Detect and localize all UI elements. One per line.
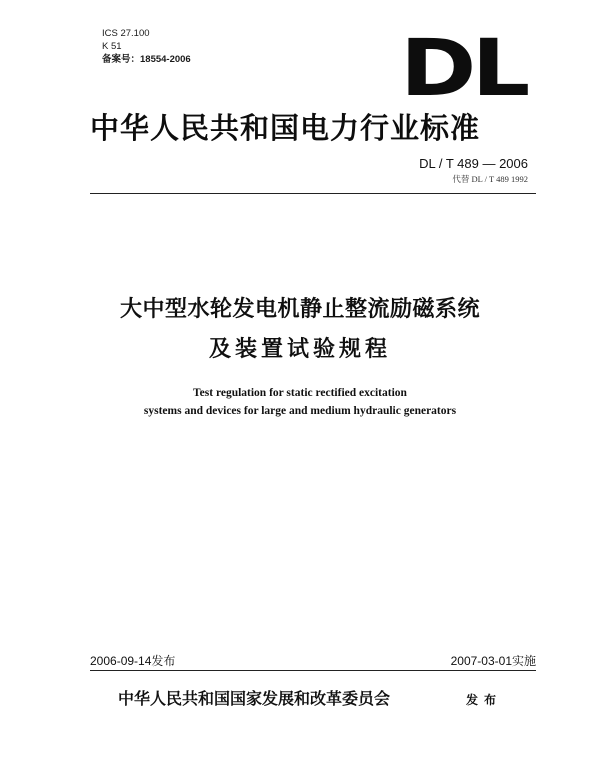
publisher-name: 中华人民共和国国家发展和改革委员会 bbox=[118, 689, 391, 708]
document-title-en-line2: systems and devices for large and medium hydraulic generators bbox=[143, 405, 457, 417]
publish-label: 发布 bbox=[466, 693, 503, 707]
issue-date: 2006-09-14发布 bbox=[90, 654, 176, 668]
document-title-cn-line2: 及装置试验规程 bbox=[208, 337, 391, 362]
dl-logo: DL bbox=[400, 24, 526, 114]
document-title-en-line1: Test regulation for static rectified excitation bbox=[193, 387, 407, 399]
filing-number: 备案号：18554-2006 bbox=[102, 54, 191, 65]
header-divider bbox=[90, 193, 536, 194]
standard-category-title: 中华人民共和国电力行业标准 bbox=[90, 111, 481, 145]
implementation-date: 2007-03-01实施 bbox=[450, 654, 536, 668]
standard-number: DL / T 489 — 2006 bbox=[419, 156, 528, 171]
footer-divider bbox=[90, 670, 536, 671]
ics-code: ICS 27.100 bbox=[102, 28, 150, 39]
classification-code: K 51 bbox=[102, 41, 122, 52]
document-title-cn-line1: 大中型水轮发电机静止整流励磁系统 bbox=[119, 297, 480, 322]
replaces-standard: 代替 DL / T 489 1992 bbox=[452, 174, 528, 184]
